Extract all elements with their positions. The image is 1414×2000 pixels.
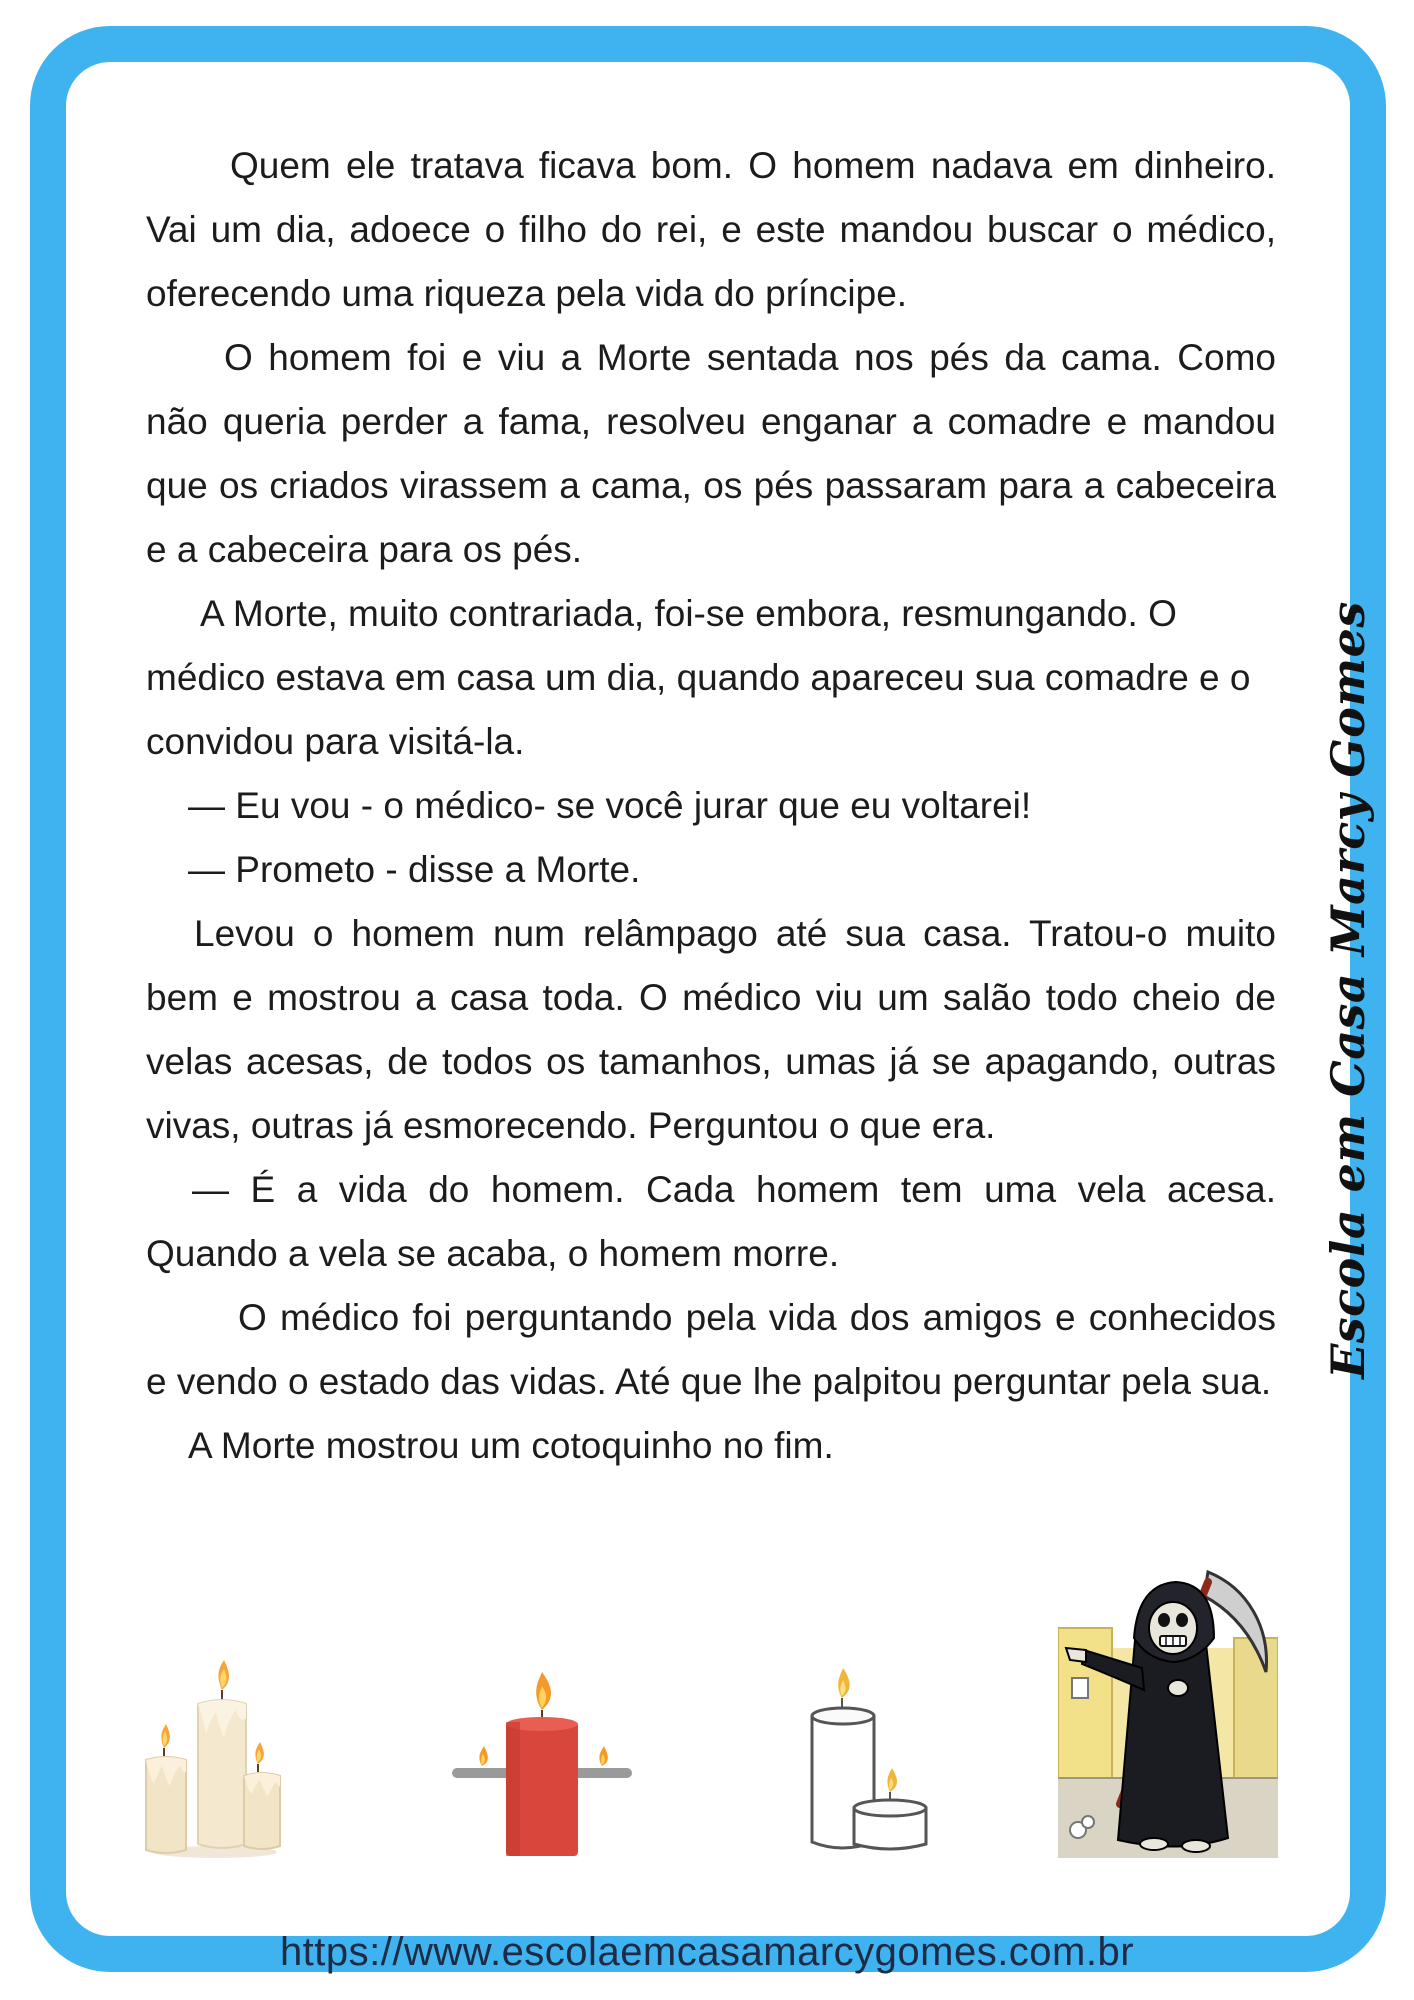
paragraph-5: O médico foi perguntando pela vida dos amigos e conhecidos e vendo o estado das vidas. Até que lhe palpitou perguntar pela sua.: [146, 1297, 1276, 1402]
red-candle-with-saucer-icon: [452, 1670, 632, 1860]
dialogue-3: — É a vida do homem. Cada homem tem uma vela acesa. Quando a vela se acaba, o homem morre.: [146, 1169, 1276, 1274]
paragraph-4: Levou o homem num relâmpago até sua casa. Tratou-o muito bem e mostrou a casa toda. O médico viu um salão todo cheio de velas acesas, de todos os tamanhos, umas já se apagando, outras vivas, outras já esmorecendo. Perguntou o que era.: [146, 913, 1276, 1146]
side-brand-text: Escola em Casa Marcy Gomes: [1321, 601, 1375, 1379]
website-url[interactable]: https://www.escolaemcasamarcygomes.com.br: [279, 1930, 1135, 1974]
paragraph-6: A Morte mostrou um cotoquinho no fim.: [188, 1425, 834, 1466]
paragraph-2: O homem foi e viu a Morte sentada nos pés da cama. Como não queria perder a fama, resolveu enganar a comadre e mandou que os criados virassem a cama, os pés passaram para a cabeceira e a cabeceira para os pés.: [146, 337, 1276, 570]
grim-reaper-illustration: [1058, 1568, 1278, 1858]
white-candles-icon: [808, 1668, 938, 1858]
dialogue-2: — Prometo - disse a Morte.: [188, 849, 641, 890]
paragraph-1: Quem ele tratava ficava bom. O homem nadava em dinheiro. Vai um dia, adoece o filho do rei, e este mandou buscar o médico, oferecendo uma riqueza pela vida do príncipe.: [146, 145, 1276, 314]
three-cream-candles-icon: [140, 1660, 290, 1860]
paragraph-3: A Morte, muito contrariada, foi-se embora, resmungando. O médico estava em casa um dia, quando apareceu sua comadre e o convidou para visitá-la.: [146, 593, 1251, 762]
story-text: [146, 134, 1276, 1478]
dialogue-1: — Eu vou - o médico- se você jurar que eu voltarei!: [188, 785, 1032, 826]
